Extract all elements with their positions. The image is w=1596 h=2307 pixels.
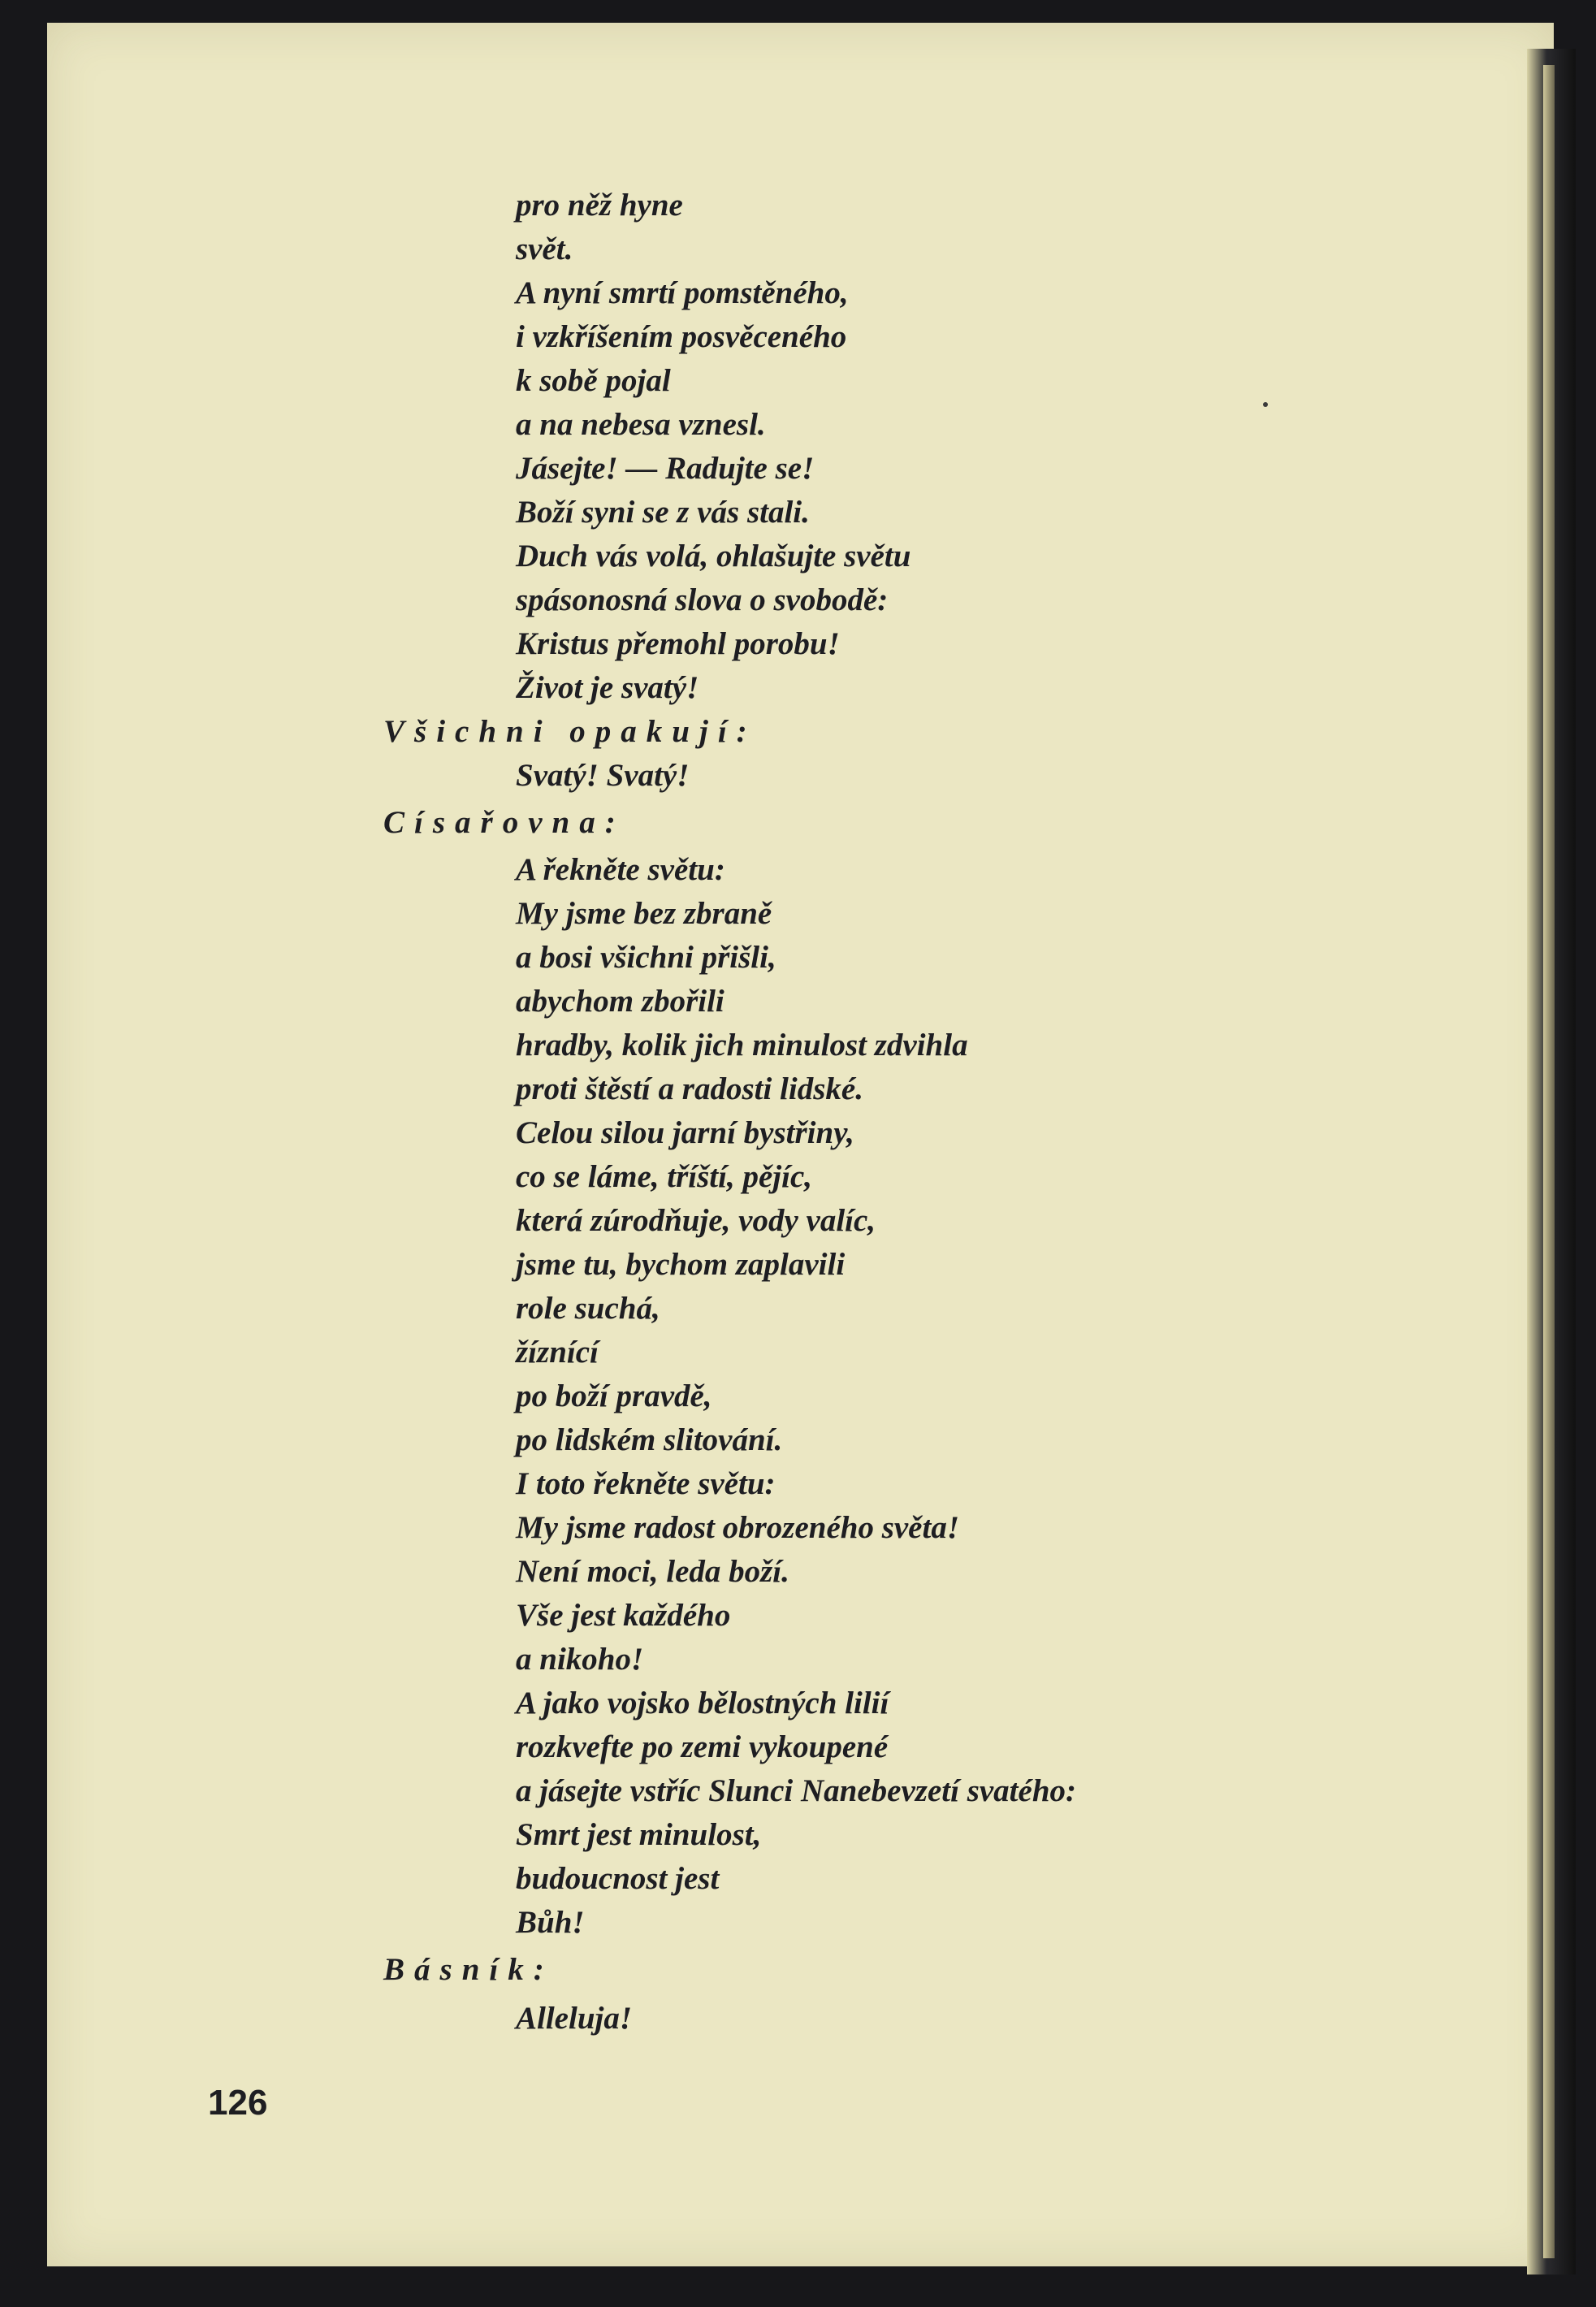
verse-line: a bosi všichni přišli, [516, 940, 776, 975]
speaker-label: Všichni opakují: [383, 714, 757, 749]
verse-line: A jako vojsko bělostných lilií [516, 1686, 889, 1721]
verse-line: A nyní smrtí pomstěného, [516, 275, 849, 310]
verse-line: pro něž hyne [516, 188, 683, 223]
verse-line: po boží pravdě, [516, 1379, 712, 1413]
verse-line: svět. [516, 232, 573, 266]
verse-line: rozkvefte po zemi vykoupené [516, 1729, 889, 1764]
verse-line: a na nebesa vznesl. [516, 407, 766, 442]
verse-line: hradby, kolik jich minulost zdvihla [516, 1028, 968, 1063]
verse-line: Vše jest každého [516, 1598, 731, 1633]
verse-line: a jásejte vstříc Slunci Nanebevzetí svatého: [516, 1773, 1077, 1808]
verse-line: Boží syni se z vás stali. [516, 495, 810, 530]
verse-line: Život je svatý! [516, 670, 699, 705]
verse-line: role suchá, [516, 1291, 660, 1326]
verse-line: My jsme radost obrozeného světa! [516, 1510, 959, 1545]
verse-line: A řekněte světu: [516, 852, 725, 887]
speaker-label: Básník: [383, 1952, 554, 1987]
verse-line: abychom zbořili [516, 984, 724, 1019]
verse-line: Smrt jest minulost, [516, 1817, 762, 1852]
verse-line: I toto řekněte světu: [516, 1466, 776, 1501]
verse-line: Jásejte! — Radujte se! [516, 451, 815, 486]
paper-speck [1263, 402, 1268, 407]
verse-line: jsme tu, bychom zaplavili [516, 1247, 846, 1282]
verse-line: po lidském slitování. [516, 1422, 783, 1457]
verse-line: co se láme, tříští, pějíc, [516, 1159, 813, 1194]
verse-line: žíznící [516, 1335, 599, 1370]
speaker-label: Císařovna: [383, 805, 625, 840]
verse-line: spásonosná slova o svobodě: [516, 582, 889, 617]
page-number: 126 [208, 2083, 268, 2123]
verse-line: která zúrodňuje, vody valíc, [516, 1203, 876, 1238]
verse-line: Svatý! Svatý! [516, 758, 690, 793]
verse-line: k sobě pojal [516, 363, 671, 398]
verse-line: Bůh! [516, 1905, 585, 1940]
verse-line: i vzkříšením posvěceného [516, 319, 847, 354]
verse-line: Kristus přemohl porobu! [516, 626, 840, 661]
verse-line: My jsme bez zbraně [516, 896, 772, 931]
verse-line: Duch vás volá, ohlašujte světu [516, 539, 911, 574]
verse-line: Celou silou jarní bystřiny, [516, 1115, 854, 1150]
verse-line: Není moci, leda boží. [516, 1554, 789, 1589]
verse-line: a nikoho! [516, 1642, 644, 1677]
next-page-edge [1543, 65, 1555, 2258]
verse-line: budoucnost jest [516, 1861, 720, 1896]
verse-line: proti štěstí a radosti lidské. [516, 1071, 863, 1106]
verse-line: Alleluja! [516, 2001, 633, 2036]
